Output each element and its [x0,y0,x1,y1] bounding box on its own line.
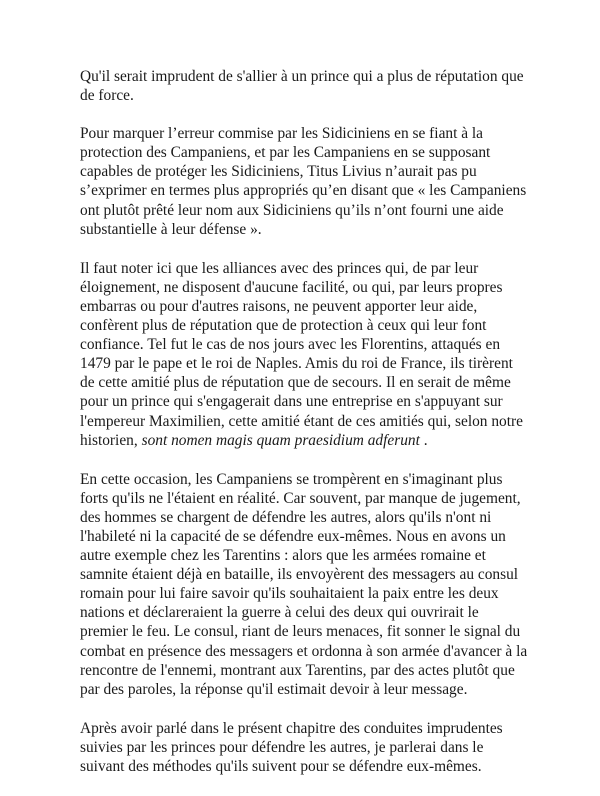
paragraph-alliances-end: . [419,431,428,449]
document-body [80,67,528,796]
latin-quote: sont nomen magis quam praesidium adferunt [141,431,420,449]
chapter-title-paragraph: Qu'il serait imprudent de s'allier à un prince qui a plus de réputation que de force. [80,68,524,105]
paragraph-conclusion: Après avoir parlé dans le présent chapitre des conduites imprudentes suivies par les princes pour défendre les autres, je parlerai dans le suivant des méthodes qu'ils suivent pour se défendre eux-mêmes. [80,719,503,775]
paragraph-sidicini: Pour marquer l’erreur commise par les Sidiciniens en se fiant à la protection des Campaniens, et par les Campaniens en se supposant capables de protéger les Sidiciniens, Titus Livius n’aurait pas pu s’exprimer en termes plus appropriés qu’en disant que « les Campaniens ont plutôt prêté leur nom aux Sidiciniens qu’ils n’ont fourni une aide substantielle à leur défense ». [80,125,527,238]
paragraph-tarentins: En cette occasion, les Campaniens se trompèrent en s'imaginant plus forts qu'ils ne l'étaient en réalité. Car souvent, par manque de jugement, des hommes se chargent de défendre les autres, alors qu'ils n'ont ni l'habileté ni la capacité de se défendre eux-mêmes. Nous en avons un autre exemple chez les Tarentins : alors que les armées romaine et samnite étaient déjà en bataille, ils envoyèrent des messagers au consul romain pour lui faire savoir qu'ils souhaitaient la paix entre les deux nations et déclareraient la guerre à celui des deux qui ouvrirait le premier le feu. Le consul, riant de leurs menaces, fit sonner le signal du combat en présence des messagers et ordonna à son armée d'avancer à la rencontre de l'ennemi, montrant aux Tarentins, par des actes plutôt que par des paroles, la réponse qu'il estimait devoir à leur message. [80,470,528,698]
paragraph-alliances-text: Il faut noter ici que les alliances avec des princes qui, de par leur éloignement, ne disposent d'aucune facilité, ou qui, par leurs propres embarras ou pour d'autres raisons, ne peuvent apporter leur aide, confèrent plus de réputation que de protection à ceux qui leur font confiance. Tel fut le cas de nos jours avec les Florentins, attaqués en 1479 par le pape et le roi de Naples. Amis du roi de France, ils tirèrent de cette amitié plus de réputation que de secours. Il en serait de même pour un prince qui s'engagerait dans une entreprise en s'appuyant sur l'empereur Maximilien, cette amitié étant de ces amitiés qui, selon notre historien, [80,259,523,449]
paragraph-alliances [80,259,528,450]
